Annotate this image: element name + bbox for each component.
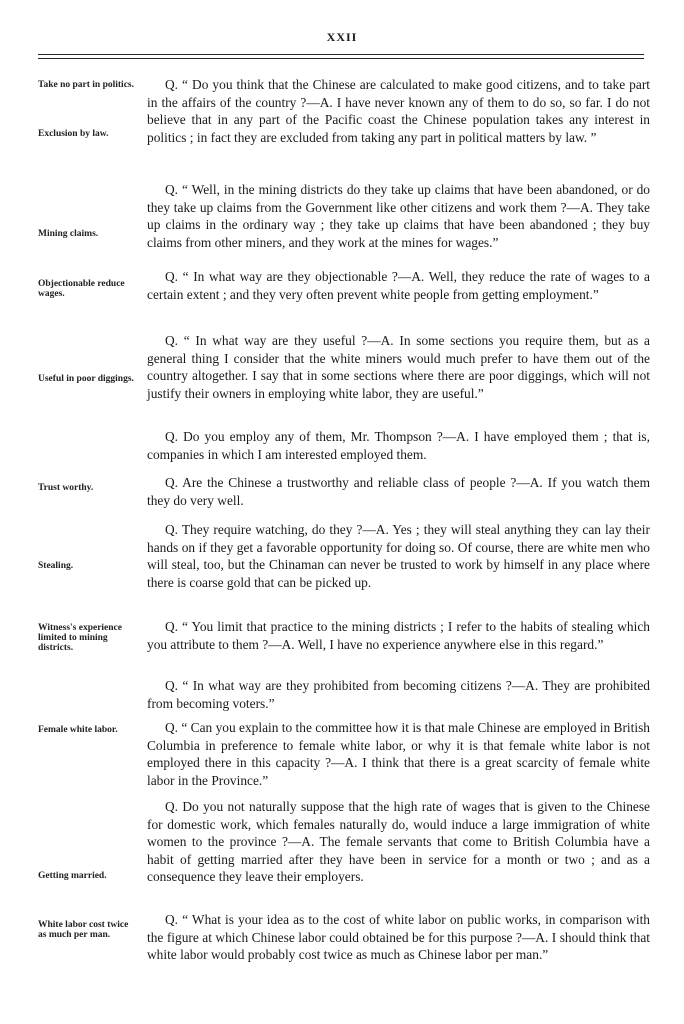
margin-note: Trust worthy. [38,483,94,493]
margin-note: White labor cost twice as much per man. [38,920,129,940]
testimony-paragraph: Q. Are the Chinese a trustworthy and reliable class of people ?—A. If you watch them they do very well. [147,475,650,508]
testimony-paragraph: Q. “ What is your idea as to the cost of white labor on public works, in comparison with the figure at which Chinese labor could obtained be for this purpose ?—A. I should think that white labor would probably cost twice as much as Chinese labor per man.” [147,912,650,963]
header-rule-bottom [38,58,644,59]
testimony-paragraph: Q. “ Do you think that the Chinese are calculated to make good citizens, and to take part in the affairs of the country ?—A. I have never known any of them to do so, so far. I do not believe that in any part of the Pacific coast the Chinese population takes any interest in politics ; in fact they are excluded from taking any part in political matters by law. ” [147,77,650,145]
testimony-paragraph: Q. “ Can you explain to the committee how it is that male Chinese are employed in British Columbia in preference to female white labor, or why it is that female white labor is not employed there in this capacity ?—A. I think that there is a great scarcity of female white labor in the Province.” [147,720,650,788]
margin-note: Take no part in politics. [38,80,134,90]
margin-note: Female white labor. [38,725,118,735]
testimony-paragraph: Q. “ In what way are they objectionable ?—A. Well, they reduce the rate of wages to a certain extent ; and they very often prevent white people from getting employment.” [147,269,650,302]
margin-note: Objectionable reduce wages. [38,279,125,299]
margin-note: Stealing. [38,561,74,571]
header-rule-top [38,54,644,55]
margin-note: Exclusion by law. [38,129,109,139]
testimony-paragraph: Q. Do you employ any of them, Mr. Thompson ?—A. I have employed them ; that is, companies in which I am interested employed them. [147,429,650,462]
testimony-paragraph: Q. “ Well, in the mining districts do they take up claims that have been abandoned, or do they take up claims from the Government like other citizens and work them ?—A. They take up claims in the ordinary way ; they take up claims that have been abandoned ; they buy claims from other miners, and they work at the mines for wages.” [147,182,650,250]
margin-note: Getting married. [38,871,107,881]
testimony-paragraph: Q. “ In what way are they prohibited from becoming citizens ?—A. They are prohibited from becoming voters.” [147,678,650,711]
margin-note: Mining claims. [38,229,99,239]
page-number: XXII [326,30,358,44]
testimony-paragraph: Q. Do you not naturally suppose that the high rate of wages that is given to the Chinese for domestic work, which females naturally do, would induce a large immigration of white women to the province ?—A. The female servants that come to British Columbia have a habit of getting married after they have been in service for a month or two ; and as a consequence they leave their employers. [147,799,650,885]
testimony-paragraph: Q. “ In what way are they useful ?—A. In some sections you require them, but as a general thing I consider that the white miners would much prefer to have them out of the country altogether. I say that in some sections where there are poor diggings, which will not justify their owners in employing white labor, they are useful.” [147,333,650,401]
margin-note: Witness's experience limited to mining districts. [38,623,122,653]
testimony-paragraph: Q. They require watching, do they ?—A. Yes ; they will steal anything they can lay their hands on if they get a favorable opportunity for doing so. Of course, there are white men who will steal, too, but the Chinaman can never be trusted to work by himself in any place where there is coarse gold that can be picked up. [147,522,650,590]
margin-note: Useful in poor diggings. [38,374,134,384]
testimony-paragraph: Q. “ You limit that practice to the mining districts ; I refer to the habits of stealing which you attribute to them ?—A. Well, I have no experience anywhere else in this regard.” [147,619,650,652]
